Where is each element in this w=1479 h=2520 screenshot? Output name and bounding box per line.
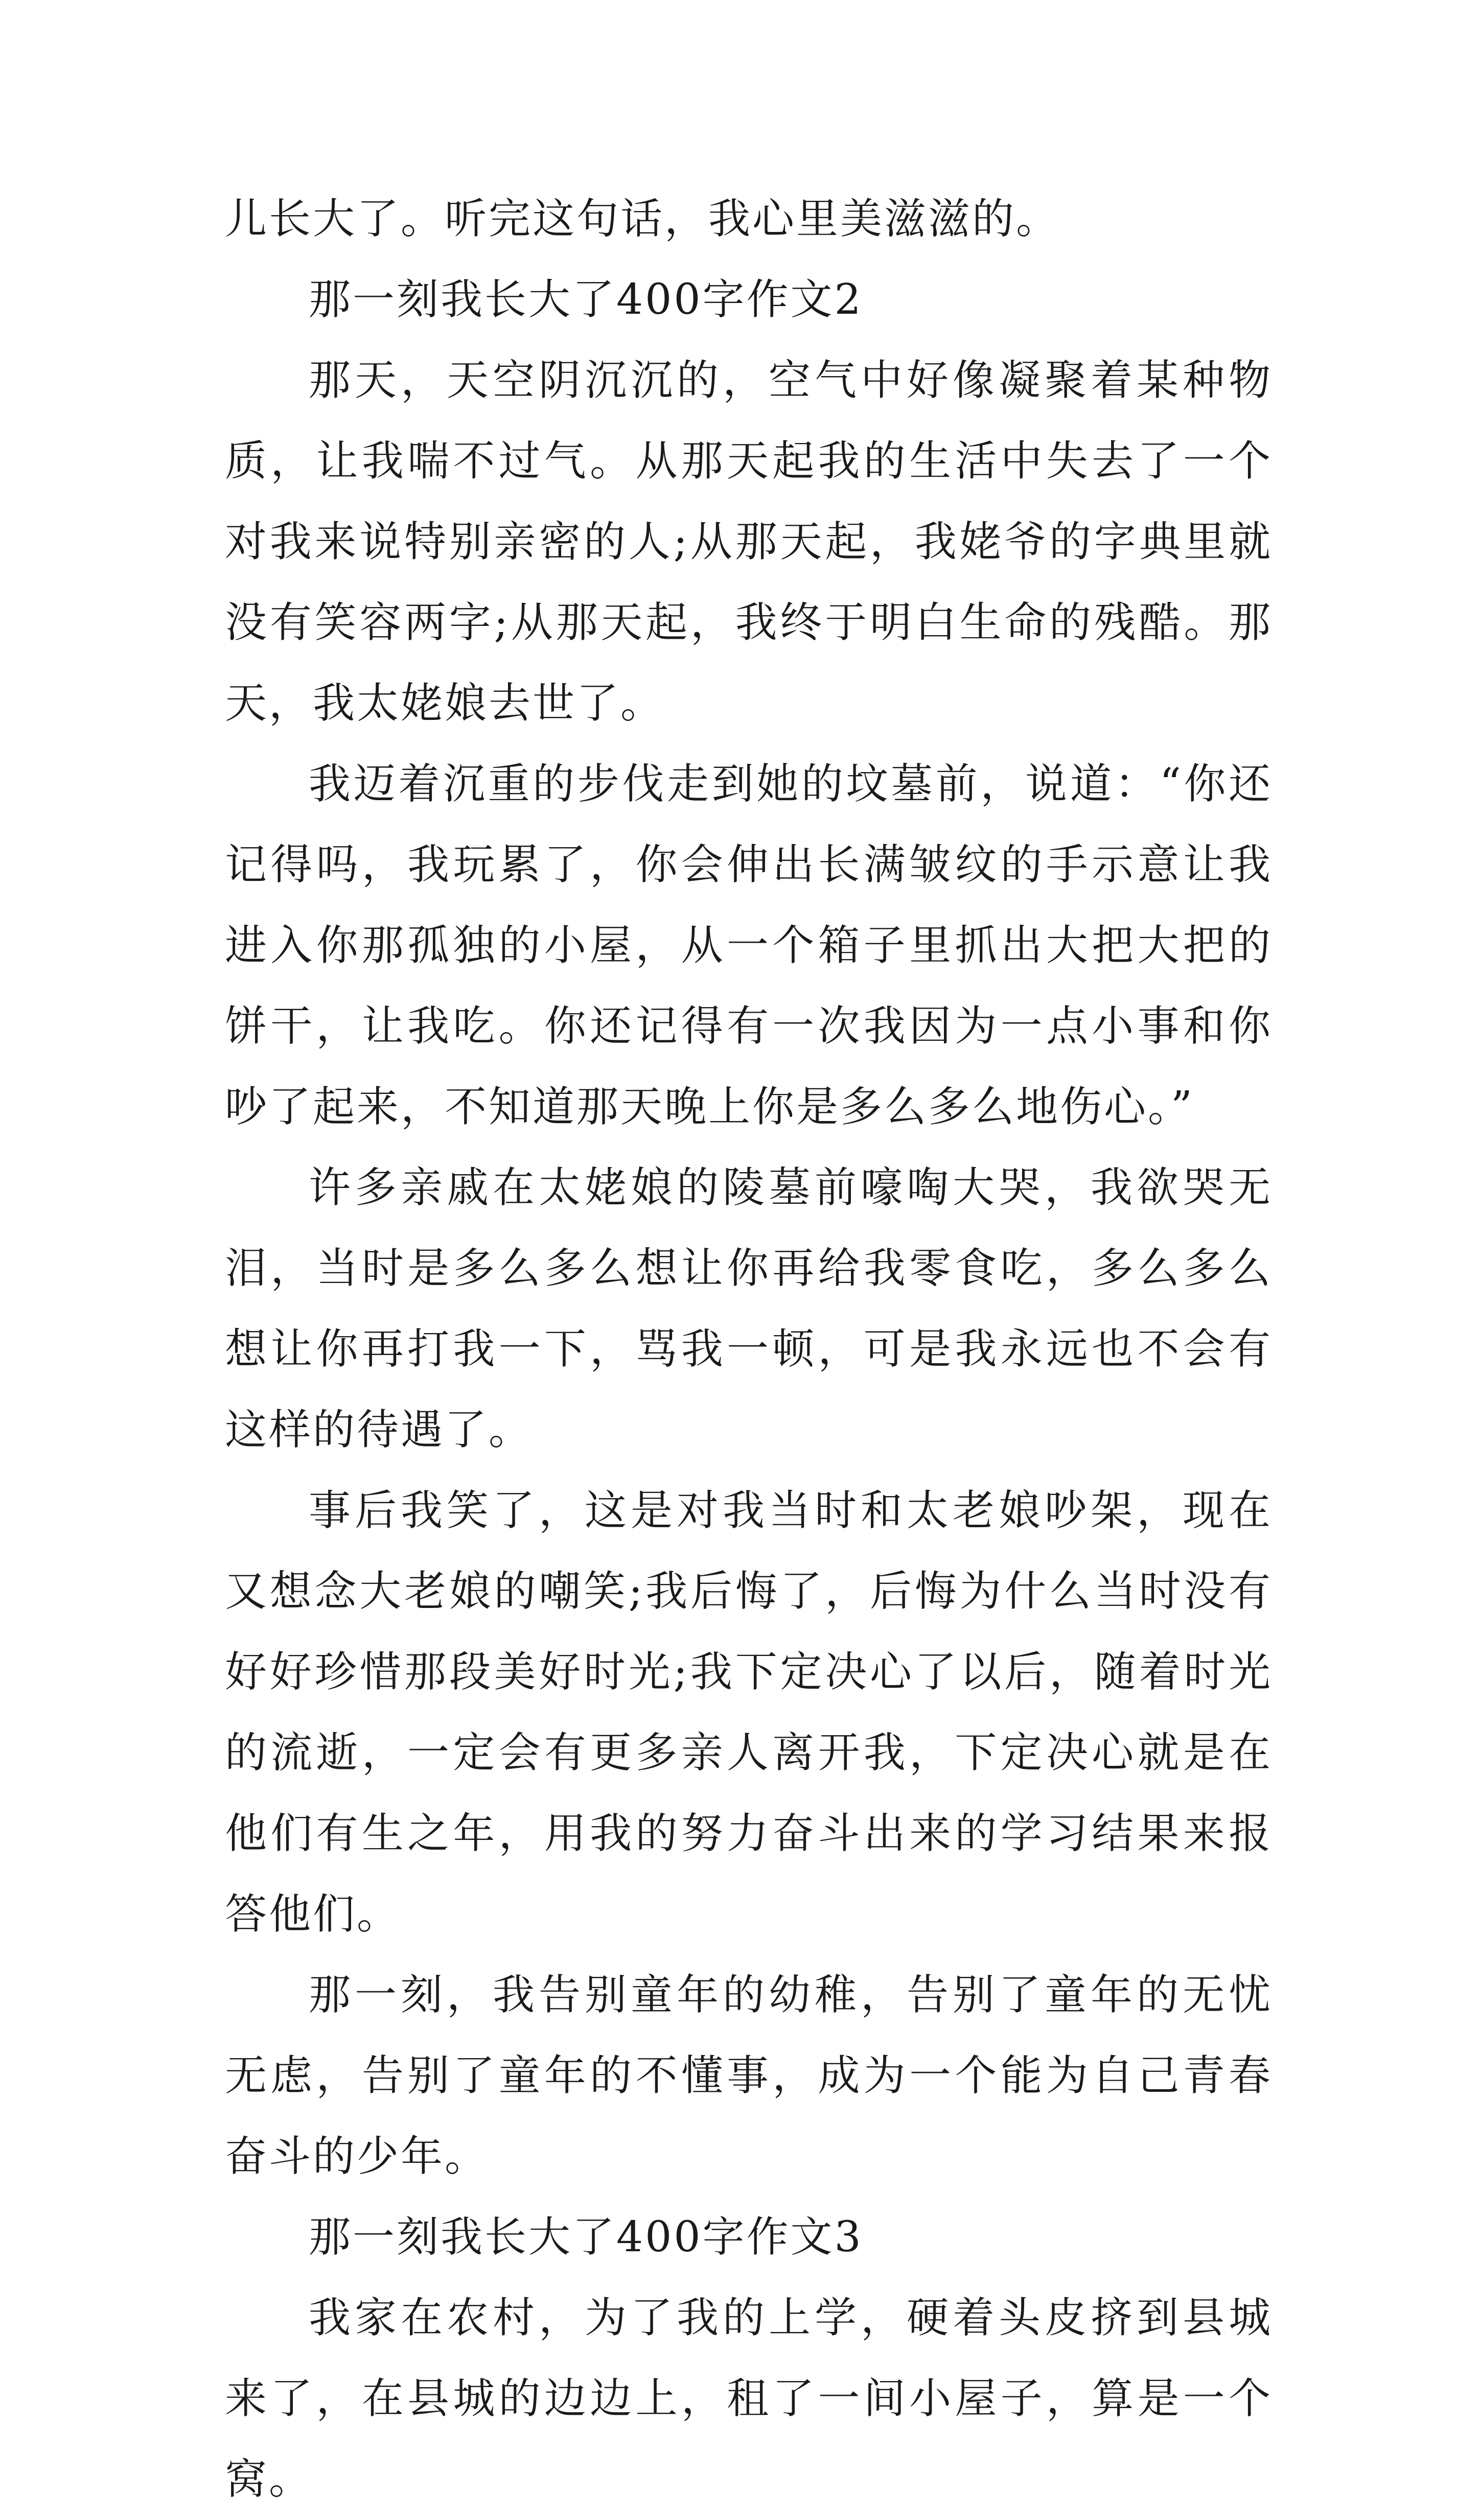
paragraph: 我家在农村，为了我的上学，硬着头皮挤到县城来了，在县城的边边上，租了一间小屋子，算是一个窝。 <box>225 2294 1273 2504</box>
paragraph: 许多亲戚在太姥娘的陵墓前嚎啕大哭，我欲哭无泪，当时是多么多么想让你再给我零食吃，多么多么想让你再打我一下，骂我一顿，可是我永远也不会有这样的待遇了。 <box>225 1163 1273 1454</box>
paragraph: 事后我笑了，这是对我当时和太老娘吵架，现在又想念大老娘的嘲笑;我后悔了，后悔为什么当时没有好好珍惜那段美好时光;我下定决心了以后，随着时光的流逝，一定会有更多亲人离开我，下定决心就是在他们有生之年，用我的努力奋斗出来的学习结果来报答他们。 <box>225 1486 1273 1939</box>
paragraph: 那一刻，我告别童年的幼稚，告别了童年的无忧无虑，告别了童年的不懂事，成为一个能为自己青春奋斗的少年。 <box>225 1971 1273 2181</box>
paragraph-continuation: 儿长大了。听完这句话，我心里美滋滋的。 <box>225 195 1060 243</box>
section-heading-3: 那一刻我长大了400字作文3 <box>309 2213 863 2261</box>
paragraph: 我迈着沉重的步伐走到她的坟墓前，说道：“你还记得吗，我玩累了，你会伸出长满皱纹的手示意让我进入你那孤独的小屋，从一个箱子里抓出大把大把的饼干，让我吃。你还记得有一次我因为一点小事和你吵了起来，不知道那天晚上你是多么多么地伤心。” <box>225 760 1273 1131</box>
document-body <box>225 179 1273 2520</box>
paragraph: 那天，天空阴沉沉的，空气中好像凝聚着某种物质，让我喘不过气。从那天起我的生活中失去了一个对我来说特别亲密的人;从那天起，我姥爷的字典里就没有笑容两字;从那天起，我终于明白生命的残酷。那天，我太姥娘去世了。 <box>225 356 1273 728</box>
section-heading-2: 那一刻我长大了400字作文2 <box>309 275 863 324</box>
